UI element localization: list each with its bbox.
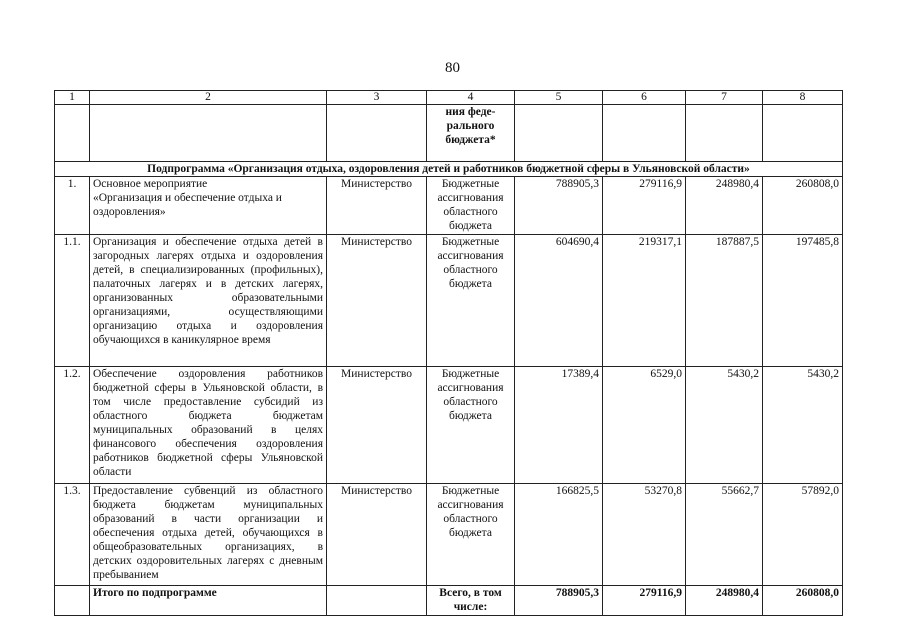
- row-number: 1.1.: [55, 235, 90, 367]
- row-number: 1.3.: [55, 484, 90, 586]
- total-col5: 788905,3: [515, 586, 603, 616]
- column-number-row: [55, 91, 843, 105]
- column-number: 3: [327, 91, 427, 105]
- value-col7: 55662,7: [686, 484, 763, 586]
- funding-source: Бюджетные ассигнования областного бюджета: [427, 177, 515, 235]
- column-number: 6: [603, 91, 686, 105]
- value-col7: 187887,5: [686, 235, 763, 367]
- value-col8: 197485,8: [763, 235, 843, 367]
- table-row: [55, 484, 843, 586]
- subprogram-row: [55, 162, 843, 177]
- value-col8: 57892,0: [763, 484, 843, 586]
- total-col7: 248980,4: [686, 586, 763, 616]
- table-row: [55, 367, 843, 484]
- activity-name: Основное мероприятие «Организация и обеспечение отдыха и оздоровления»: [90, 177, 327, 235]
- column-number: 8: [763, 91, 843, 105]
- subprogram-title: Подпрограмма «Организация отдыха, оздоровления детей и работников бюджетной сферы в Ульяновской области»: [55, 162, 843, 177]
- page-number: 80: [445, 60, 460, 76]
- table-row: [55, 177, 843, 235]
- value-col5: 788905,3: [515, 177, 603, 235]
- executor: Министерство: [327, 367, 427, 484]
- value-col7: 5430,2: [686, 367, 763, 484]
- total-source: Всего, в том числе:: [427, 586, 515, 616]
- activity-name: Обеспечение оздоровления работников бюджетной сферы в Ульяновской области, в том числе предоставление субсидий из областного бюджета бюджетам муниципальных образований в целях финансового обеспечения оздоровления работников бюджетной сферы Ульяновской области: [90, 367, 327, 484]
- continuation-row: [55, 105, 843, 162]
- value-col5: 166825,5: [515, 484, 603, 586]
- total-col8: 260808,0: [763, 586, 843, 616]
- executor: Министерство: [327, 235, 427, 367]
- budget-table: [54, 90, 843, 616]
- executor: Министерство: [327, 484, 427, 586]
- total-row: [55, 586, 843, 616]
- value-col6: 279116,9: [603, 177, 686, 235]
- value-col8: 5430,2: [763, 367, 843, 484]
- value-col7: 248980,4: [686, 177, 763, 235]
- column-number: 2: [90, 91, 327, 105]
- value-col5: 17389,4: [515, 367, 603, 484]
- column-number: 7: [686, 91, 763, 105]
- value-col5: 604690,4: [515, 235, 603, 367]
- funding-source: Бюджетные ассигнования областного бюджета: [427, 367, 515, 484]
- row-number: 1.: [55, 177, 90, 235]
- column-number: 5: [515, 91, 603, 105]
- value-col6: 219317,1: [603, 235, 686, 367]
- table-row: [55, 235, 843, 367]
- column-number: 1: [55, 91, 90, 105]
- executor: Министерство: [327, 177, 427, 235]
- column-number: 4: [427, 91, 515, 105]
- continuation-cell: ния феде- рального бюджета*: [427, 105, 515, 162]
- row-number: 1.2.: [55, 367, 90, 484]
- total-label: Итого по подпрограмме: [90, 586, 327, 616]
- funding-source: Бюджетные ассигнования областного бюджета: [427, 484, 515, 586]
- funding-source: Бюджетные ассигнования областного бюджета: [427, 235, 515, 367]
- activity-name: Предоставление субвенций из областного бюджета бюджетам муниципальных образований в части организации и обеспечения отдыха детей, обучающихся в общеобразовательных организациях, в детских оздоровительных лагерях с дневным пребыванием: [90, 484, 327, 586]
- value-col6: 6529,0: [603, 367, 686, 484]
- total-col6: 279116,9: [603, 586, 686, 616]
- value-col6: 53270,8: [603, 484, 686, 586]
- value-col8: 260808,0: [763, 177, 843, 235]
- activity-name: Организация и обеспечение отдыха детей в загородных лагерях отдыха и оздоровления детей, в специализированных (профильных), палаточных лагерях и в детских лагерях, организованных образовательными организациями, осуществляющими организацию отдыха и оздоровления обучающихся в каникулярное время: [90, 235, 327, 367]
